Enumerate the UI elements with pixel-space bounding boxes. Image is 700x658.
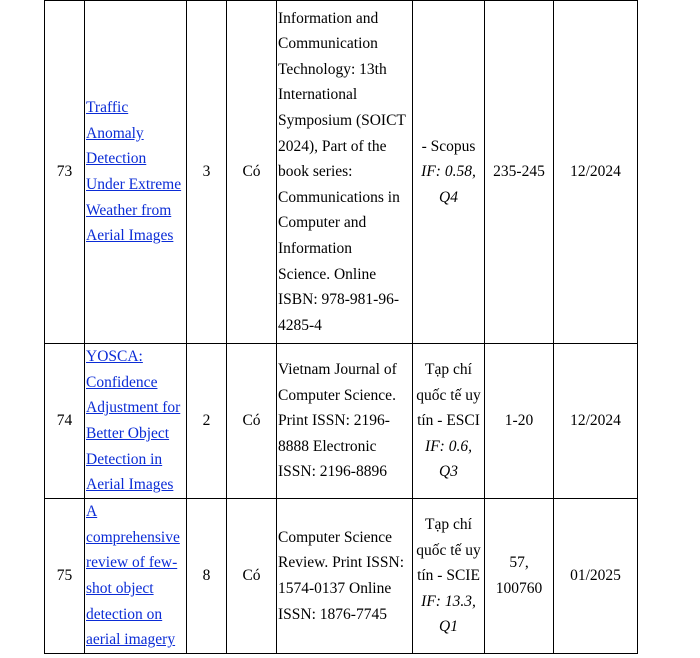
index-info: Tạp chí quốc tế uy tín - ESCI IF: 0.6, Q3	[413, 344, 485, 499]
paper-title-link[interactable]: YOSCA: Confidence Adjustment for Better Object Detection in Aerial Images	[86, 348, 181, 494]
index-info: Tạp chí quốc tế uy tín - SCIE IF: 13.3, Q1	[413, 499, 485, 654]
page-range: 235-245	[485, 1, 554, 344]
row-number: 75	[45, 499, 85, 654]
row-number: 74	[45, 344, 85, 499]
table-row	[45, 1, 638, 344]
member-flag: Có	[227, 1, 277, 344]
author-count: 2	[187, 344, 227, 499]
page-range: 1-20	[485, 344, 554, 499]
index-info: - Scopus IF: 0.58, Q4	[413, 1, 485, 344]
table-row	[45, 344, 638, 499]
paper-title-link[interactable]: Traffic Anomaly Detection Under Extreme Weather from Aerial Images	[86, 99, 182, 245]
publication-source: Information and Communication Technology: 13th International Symposium (SOICT 2024), Part of the book series: Communications in Computer and Information Science. Online ISBN: 978-981-96- 4285-4	[277, 1, 413, 344]
publish-date: 01/2025	[554, 499, 638, 654]
publications-table	[44, 0, 638, 654]
author-count: 8	[187, 499, 227, 654]
page-range: 57, 100760	[485, 499, 554, 654]
paper-title-cell	[85, 499, 187, 654]
publication-source: Computer Science Review. Print ISSN: 1574-0137 Online ISSN: 1876-7745	[277, 499, 413, 654]
paper-title-cell	[85, 1, 187, 344]
row-number: 73	[45, 1, 85, 344]
publish-date: 12/2024	[554, 344, 638, 499]
author-count: 3	[187, 1, 227, 344]
paper-title-cell	[85, 344, 187, 499]
table-row	[45, 499, 638, 654]
publications-table-body	[45, 1, 638, 654]
publication-source: Vietnam Journal of Computer Science. Print ISSN: 2196- 8888 Electronic ISSN: 2196-8896	[277, 344, 413, 499]
publish-date: 12/2024	[554, 1, 638, 344]
paper-title-link[interactable]: A comprehensive review of few- shot object detection on aerial imagery	[86, 503, 180, 649]
member-flag: Có	[227, 344, 277, 499]
member-flag: Có	[227, 499, 277, 654]
